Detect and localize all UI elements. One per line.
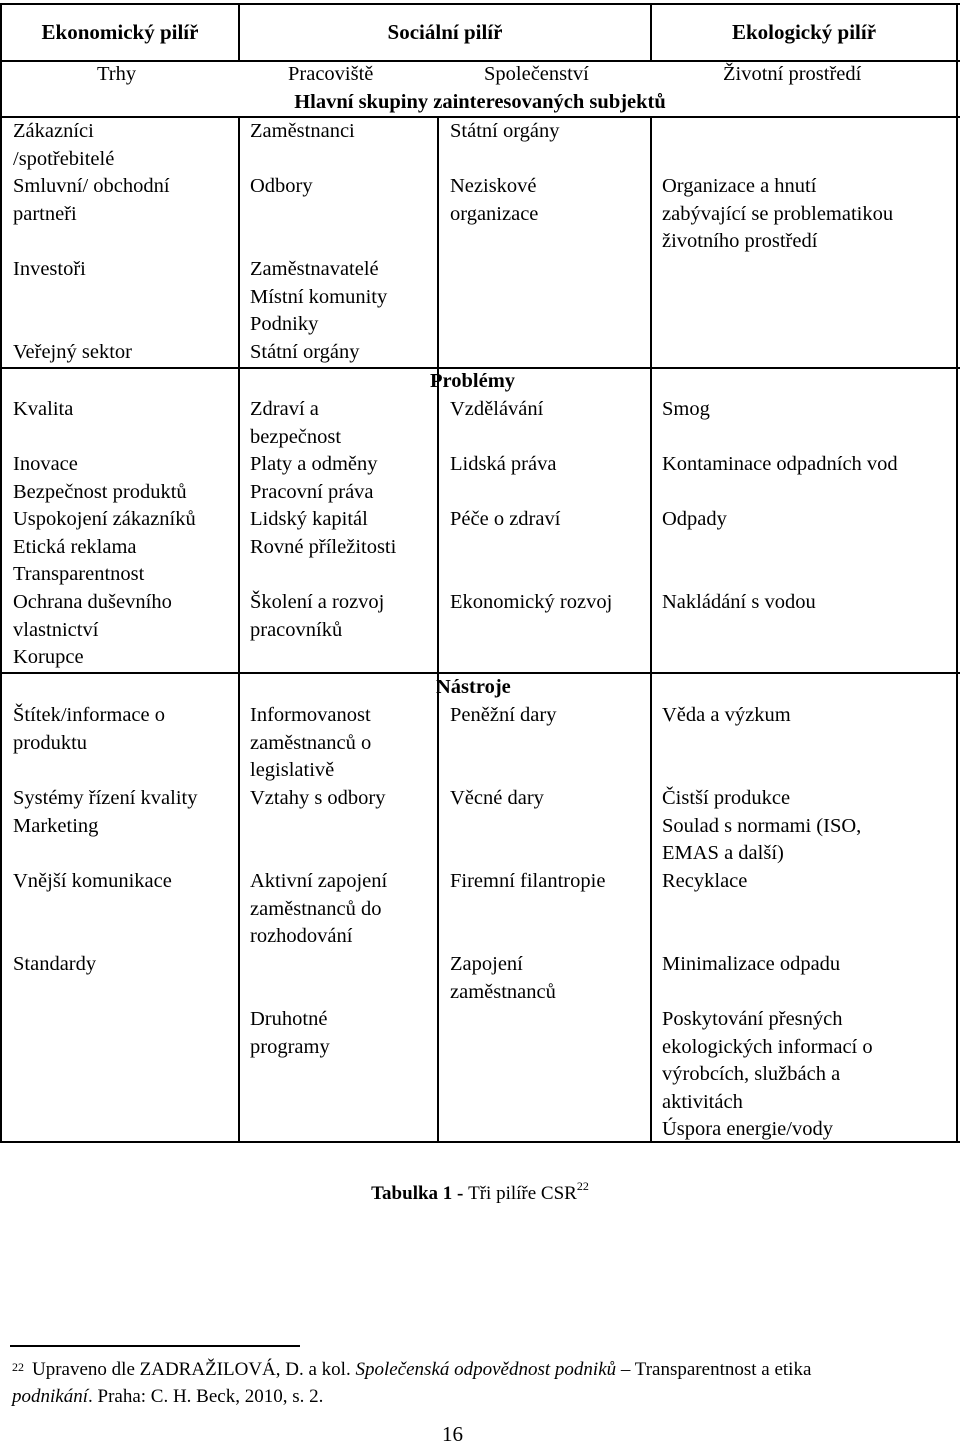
list-item: Recyklace <box>662 870 748 892</box>
list-item: Informovanost <box>250 704 371 726</box>
list-item: Zapojení <box>450 953 523 975</box>
caption-text: Tři pilíře CSR <box>468 1183 577 1204</box>
list-item: Korupce <box>13 646 84 668</box>
list-item: zaměstnanců o <box>250 732 372 754</box>
list-item: organizace <box>450 203 539 225</box>
caption-footnote-ref[interactable]: 22 <box>576 1179 589 1193</box>
list-item: Marketing <box>13 815 99 837</box>
list-item: bezpečnost <box>250 426 342 448</box>
list-item: Vztahy s odbory <box>250 787 386 809</box>
table-divider <box>650 116 652 1143</box>
footnote-text-mid: – Transparentnost a etika <box>616 1359 812 1380</box>
list-item: Bezpečnost produktů <box>13 481 187 503</box>
list-item: Etická reklama <box>13 536 137 558</box>
footnote <box>12 1356 892 1410</box>
list-item: Druhotné <box>250 1008 328 1030</box>
list-item: Systémy řízení kvality <box>13 787 198 809</box>
table-border-top <box>0 3 960 5</box>
list-item: pracovníků <box>250 619 343 641</box>
list-item: Péče o zdraví <box>450 508 561 530</box>
table-divider <box>238 116 240 1143</box>
table-border-left <box>0 3 2 1143</box>
list-item: Aktivní zapojení <box>250 870 388 892</box>
list-item: Smog <box>662 398 710 420</box>
list-item: Peněžní dary <box>450 704 557 726</box>
list-item: Smluvní/ obchodní <box>13 175 170 197</box>
list-item: zaměstnanců do <box>250 898 382 920</box>
list-item: Vnější komunikace <box>13 870 172 892</box>
list-item: vlastnictví <box>13 619 99 641</box>
list-item: Kontaminace odpadních vod <box>662 453 898 475</box>
list-item: Státní orgány <box>250 341 360 363</box>
list-item: Ekonomický rozvoj <box>450 591 613 613</box>
list-item: Firemní filantropie <box>450 870 606 892</box>
list-item: Odbory <box>250 175 313 197</box>
list-item: EMAS a další) <box>662 842 784 864</box>
list-item: Soulad s normami (ISO, <box>662 815 862 837</box>
section-stakeholders: Hlavní skupiny zainteresovaných subjektů <box>294 91 666 113</box>
list-item: Vzdělávání <box>450 398 544 420</box>
list-item: Ochrana duševního <box>13 591 172 613</box>
table-border-right <box>956 3 958 1143</box>
section-tools: Nástroje <box>436 676 511 698</box>
list-item: Standardy <box>13 953 97 975</box>
footnote-mark: 22 <box>12 1360 24 1374</box>
list-item: Inovace <box>13 453 78 475</box>
list-item: Platy a odměny <box>250 453 378 475</box>
list-item: Zákazníci <box>13 120 94 142</box>
list-item: aktivitách <box>662 1091 743 1113</box>
list-item: Čistší produkce <box>662 787 791 809</box>
subheader-workplace: Pracoviště <box>288 63 374 85</box>
list-item: Nakládání s vodou <box>662 591 816 613</box>
list-item: Zaměstnavatelé <box>250 258 379 280</box>
section-problems: Problémy <box>430 370 516 392</box>
list-item: Organizace a hnutí <box>662 175 817 197</box>
list-item: Štítek/informace o <box>13 704 165 726</box>
list-item: Zdraví a <box>250 398 319 420</box>
list-item: legislativě <box>250 759 335 781</box>
table-divider <box>437 116 439 1143</box>
list-item: Pracovní práva <box>250 481 374 503</box>
list-item: Zaměstnanci <box>250 120 355 142</box>
header-social: Sociální pilíř <box>387 20 503 44</box>
list-item: Lidský kapitál <box>250 508 368 530</box>
list-item: Odpady <box>662 508 727 530</box>
list-item: Školení a rozvoj <box>250 591 385 613</box>
header-economic: Ekonomický pilíř <box>41 20 199 44</box>
list-item: zaměstnanců <box>450 981 556 1003</box>
list-item: zabývající se problematikou <box>662 203 894 225</box>
list-item: partneři <box>13 203 77 225</box>
list-item: Investoři <box>13 258 86 280</box>
header-ecological: Ekologický pilíř <box>731 20 877 44</box>
list-item: Veřejný sektor <box>13 341 132 363</box>
list-item: životního prostředí <box>662 230 818 252</box>
list-item: Uspokojení zákazníků <box>13 508 196 530</box>
footnote-text-end: . Praha: C. H. Beck, 2010, s. 2. <box>88 1386 324 1407</box>
list-item: výrobcích, službách a <box>662 1063 841 1085</box>
footnote-text-start: Upraveno dle ZADRAŽILOVÁ, D. a kol. <box>32 1359 356 1380</box>
list-item: produktu <box>13 732 88 754</box>
table-caption <box>0 1179 960 1205</box>
list-item: Neziskové <box>450 175 537 197</box>
list-item: programy <box>250 1036 330 1058</box>
list-item: rozhodování <box>250 925 353 947</box>
subheader-environment: Životní prostředí <box>723 63 862 85</box>
page-number: 16 <box>442 1422 463 1446</box>
footnote-title: Společenská odpovědnost podniků <box>355 1359 617 1380</box>
list-item: Věcné dary <box>450 787 544 809</box>
list-item: Poskytování přesných <box>662 1008 843 1030</box>
list-item: Transparentnost <box>13 563 145 585</box>
list-item: Lidská práva <box>450 453 557 475</box>
subheader-community: Společenství <box>484 63 589 85</box>
list-item: Rovné příležitosti <box>250 536 397 558</box>
caption-label: Tabulka 1 - <box>371 1183 464 1204</box>
footnote-separator <box>10 1345 300 1347</box>
list-item: Minimalizace odpadu <box>662 953 841 975</box>
list-item: Podniky <box>250 313 319 335</box>
footnote-title2: podnikání <box>12 1386 88 1407</box>
list-item: Státní orgány <box>450 120 560 142</box>
list-item: Kvalita <box>13 398 74 420</box>
subheader-markets: Trhy <box>97 63 137 85</box>
list-item: Místní komunity <box>250 286 388 308</box>
list-item: Úspora energie/vody <box>662 1118 833 1140</box>
list-item: ekologických informací o <box>662 1036 873 1058</box>
list-item: /spotřebitelé <box>13 148 115 170</box>
list-item: Věda a výzkum <box>662 704 791 726</box>
